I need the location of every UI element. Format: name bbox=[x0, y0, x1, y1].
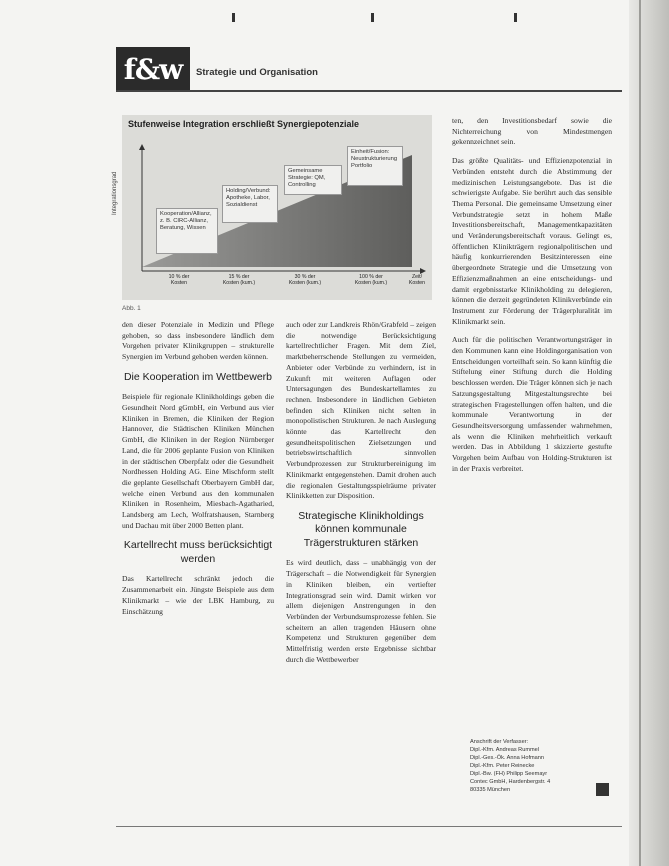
x-label-4: 100 % der Kosten (kum.) bbox=[354, 274, 388, 287]
page-edge-line bbox=[639, 0, 641, 866]
registration-mark bbox=[232, 13, 235, 22]
registration-mark bbox=[514, 13, 517, 22]
author-line: Contec GmbH, Hardenbergstr. 4 bbox=[470, 779, 551, 785]
paragraph: ten, den Investitionsbedarf sowie die Nichterreichung von Mindestmengen gekennzeichnet sein. bbox=[452, 116, 612, 147]
author-line: Dipl.-Bw. (FH) Philipp Seemayr bbox=[470, 771, 548, 777]
column-1 bbox=[122, 320, 274, 617]
figure-caption: Abb. 1 bbox=[122, 305, 141, 312]
paragraph: Das Kartellrecht schränkt jedoch die Zusammenarbeit ein. Jüngste Beispiele aus dem Klinikmarkt – wie der LBK Hamburg, zu Einschätzung bbox=[122, 574, 274, 616]
x-label-3: 30 % der Kosten (kum.) bbox=[288, 274, 322, 287]
stage-box-4: Einheit/Fusion: Neustrukturierung Portfolio bbox=[347, 146, 403, 186]
paragraph: den dieser Potenziale in Medizin und Pflege gehoben, so dass insbesondere ländlich dem Vorgehen privater Klinikgruppen – strukturelle Synergien im Verbund gehoben werden können. bbox=[122, 320, 274, 362]
author-line: Dipl.-Kfm. Peter Reinecke bbox=[470, 763, 535, 769]
author-heading: Anschrift der Verfasser: bbox=[470, 739, 529, 745]
y-axis-arrow bbox=[139, 144, 145, 150]
footer-rule bbox=[116, 826, 622, 827]
registration-mark bbox=[371, 13, 374, 22]
paragraph: Auch für die politischen Verantwortungsträger in den Kommunen kann eine Holdingorganisation von Entscheidungen vorteilhaft sein. So kann künftig die Stiftelung einer Stiftung durch die Holding beschlossen werden. Die Träger können sich je nach Satzungsgestaltung Mitgestaltungsrechte bei strategischen Fragestellungen offen halten, und die kommunale Verantwortung in der Gesundheitsversorgung umfassender wahrnehmen, als wenn die Kliniken mehrheitlich verkauft werden. Das in Abbildung 1 skizzierte gestufte Vorgehen beim Aufbau von Holding-Strukturen ist in der Praxis verbreitet. bbox=[452, 335, 612, 473]
paragraph: Es wird deutlich, dass – unabhängig von der Trägerschaft – die Notwendigkeit für Synergien in Kliniken bleiben, ein vertiefter Integrationsgrad sein wird. Damit wirken vor allem diejenigen Anstrengungen in den Verbünden der Verbundsumsprozesse fehlen. Sie scheitern an allen tragenden Häusern ohne Kompetenz und Strukturen gegenüber dem Mittelfristig werden erste Ergebnisse sichtbar durch die Wettbewerber bbox=[286, 558, 436, 664]
end-of-article-mark bbox=[596, 783, 609, 796]
page-edge bbox=[629, 0, 669, 866]
stage-box-1: Kooperation/Allianz, z. B. CIRC-Allianz, Beratung, Wissen bbox=[156, 208, 218, 254]
stage-box-3: Gemeinsame Strategie: QM, Controlling bbox=[284, 165, 342, 195]
header-rule bbox=[116, 90, 622, 92]
stage-box-2: Holding/Verbund: Apotheke, Labor, Sozialdienst bbox=[222, 185, 278, 223]
author-line: Dipl.-Ges.-Ök. Anna Hofmann bbox=[470, 755, 544, 761]
column-2 bbox=[286, 320, 436, 665]
x-label-2: 15 % der Kosten (kum.) bbox=[222, 274, 256, 287]
column-3 bbox=[452, 116, 612, 475]
paragraph: Beispiele für regionale Klinikholdings geben die Gesundheit Nord gGmbH, ein Verbund aus vier Kliniken in Bremen, die Kliniken der Region Hannover, die Städtischen Kliniken München GmbH, die Kliniken in der Region Nürnberger Land, die für 2006 geplante Fusion von Kliniken in der städtischen Oberpfalz oder die Gesundheit Nordhessen Holding AG. Eine Mischform stellt die geplante Gesellschaft Oberbayern GmbH dar, welche einen Verbund aus den kommunalen Kliniken in Rosenheim, Miesbach-Agatharied, Landsberg am Lech, Wolfratshausen, Starnberg und Dachau mit über 2000 Betten plant. bbox=[122, 392, 274, 530]
paragraph: auch oder zur Landkreis Rhön/Grabfeld – zeigen die notwendige Berücksichtigung kartellrechtlicher Fragen. Mit dem Ziel, marktbeherrschende Stellungen zu vermeiden, Anbieter oder Verbünde zu verhindern, ist in Zukunft mit weiteren Auflagen oder Untersagungen des Bundeskartellamtes zu rechnen. Insbesondere in ländlichen Gebieten befinden sich Kliniken nicht selten in monopolistischen Strukturen. Je nach Auslegung könnte das Kartellrecht den gesundheitspolitischen Zielsetzungen und betriebswirtschaftlich sinnvollen Verbundprozessen zur Strukturbereinigung im Klinikmarkt entgegenstehen. Damit drohen auch die regionalen Gestaltungsspielräume privater Klinikketten zur Disposition. bbox=[286, 320, 436, 501]
journal-logo: f&w bbox=[116, 47, 190, 91]
x-label-1: 10 % der Kosten bbox=[168, 274, 190, 287]
subheading: Strategische Klinikholdings können kommunale Trägerstrukturen stärken bbox=[298, 509, 424, 549]
author-address bbox=[470, 738, 562, 794]
x-label-5: Zeit/ Kosten bbox=[408, 274, 426, 287]
y-axis-label: Integrationsgrad bbox=[112, 171, 118, 215]
section-title: Strategie und Organisation bbox=[196, 67, 318, 78]
subheading: Die Kooperation im Wettbewerb bbox=[123, 370, 273, 383]
paragraph: Das größte Qualitäts- und Effizienzpotenzial in Verbünden entsteht durch die Abstimmung der medizinischen Leistungsangebote. Das ist die schwierigste Aufgabe. Sie berührt auch das sensible Thema Personal. Die gemeinsame Umsetzung einer Verbundstrategie setzt in hohem Maße Investitionsbereitschaft, Managementkapazitäten und Veränderungsbereitschaft voraus. Gelingt es, öffentlichen Klinikträgern regionalpolitischen und häufig konkurrierenden Besitzinteressen eine übergeordnete Strategie und die Umsetzung von Effizienzmaßnahmen an eine entscheidungs- und damit ergebnisstarke Klinikholding zu delegieren, können die derzeit gegründeten Klinikverbünde ein Instrument zur Förderung der Trägerpluralität im Klinikmarkt sein. bbox=[452, 156, 612, 326]
figure-title: Stufenweise Integration erschließt Synergiepotenziale bbox=[128, 119, 360, 129]
subheading: Kartellrecht muss berücksichtigt werden bbox=[123, 539, 273, 565]
author-line: 80335 München bbox=[470, 787, 511, 793]
author-line: Dipl.-Kfm. Andreas Rummel bbox=[470, 747, 540, 753]
